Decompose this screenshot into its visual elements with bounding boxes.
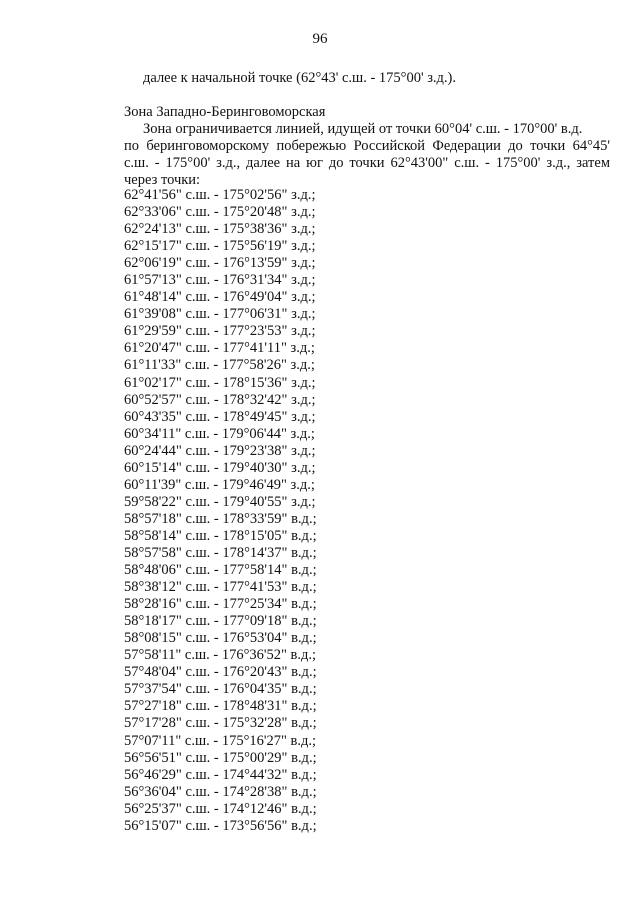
description-line: Зона ограничивается линией, идущей от точки 60°04' с.ш. - 170°00' в.д.	[143, 121, 583, 137]
coordinate-item: 62°33'06" с.ш. - 175°20'48" з.д.;	[124, 204, 316, 221]
coordinate-item: 62°24'13" с.ш. - 175°38'36" з.д.;	[124, 221, 316, 238]
coordinate-item: 56°25'37" с.ш. - 174°12'46" в.д.;	[124, 800, 317, 817]
coordinate-item: 57°27'18" с.ш. - 178°48'31" в.д.;	[124, 698, 317, 715]
coordinate-item: 58°28'16" с.ш. - 177°25'34" в.д.;	[124, 596, 317, 613]
coordinate-item: 60°11'39" с.ш. - 179°46'49" з.д.;	[124, 476, 315, 493]
coordinate-item: 58°57'18" с.ш. - 178°33'59" в.д.;	[124, 510, 317, 527]
coordinate-item: 58°58'14" с.ш. - 178°15'05" в.д.;	[124, 527, 317, 544]
coordinate-item: 58°48'06" с.ш. - 177°58'14" в.д.;	[124, 562, 317, 579]
coordinate-item: 57°17'28" с.ш. - 175°32'28" в.д.;	[124, 715, 317, 732]
coordinate-item: 57°48'04" с.ш. - 176°20'43" в.д.;	[124, 664, 317, 681]
coordinate-item: 61°11'33" с.ш. - 177°58'26" з.д.;	[124, 357, 315, 374]
coordinate-item: 60°43'35" с.ш. - 178°49'45" з.д.;	[124, 408, 316, 425]
coordinate-item: 58°57'58" с.ш. - 178°14'37" в.д.;	[124, 544, 317, 561]
coordinate-item: 61°02'17" с.ш. - 178°15'36" з.д.;	[124, 374, 316, 391]
coordinate-item: 62°15'17" с.ш. - 175°56'19" з.д.;	[124, 238, 316, 255]
page-number: 96	[312, 31, 328, 47]
coordinate-item: 60°24'44" с.ш. - 179°23'38" з.д.;	[124, 442, 316, 459]
description-line: по беринговоморскому побережью Российской Федерации до точки 64°45'	[124, 138, 610, 154]
coordinate-item: 58°18'17" с.ш. - 177°09'18" в.д.;	[124, 613, 317, 630]
coordinate-item: 57°37'54" с.ш. - 176°04'35" в.д.;	[124, 681, 317, 698]
previous-paragraph-end: далее к начальной точке (62°43' с.ш. - 175°00' з.д.).	[143, 70, 457, 86]
coordinate-item: 56°15'07" с.ш. - 173°56'56" в.д.;	[124, 817, 317, 834]
coordinate-item: 56°46'29" с.ш. - 174°44'32" в.д.;	[124, 766, 317, 783]
description-line: с.ш. - 175°00' з.д., далее на юг до точки 62°43'00" с.ш. - 175°00' з.д., затем	[124, 155, 610, 171]
coordinate-item: 61°57'13" с.ш. - 176°31'34" з.д.;	[124, 272, 316, 289]
coordinate-list	[124, 187, 317, 835]
coordinate-item: 62°06'19" с.ш. - 176°13'59" з.д.;	[124, 255, 316, 272]
coordinate-item: 56°36'04" с.ш. - 174°28'38" в.д.;	[124, 783, 317, 800]
coordinate-item: 61°39'08" с.ш. - 177°06'31" з.д.;	[124, 306, 316, 323]
coordinate-item: 57°58'11" с.ш. - 176°36'52" в.д.;	[124, 647, 317, 664]
coordinate-item: 61°20'47" с.ш. - 177°41'11" з.д.;	[124, 340, 315, 357]
coordinate-item: 60°34'11" с.ш. - 179°06'44" з.д.;	[124, 425, 315, 442]
coordinate-item: 58°38'12" с.ш. - 177°41'53" в.д.;	[124, 579, 317, 596]
coordinate-item: 60°52'57" с.ш. - 178°32'42" з.д.;	[124, 391, 316, 408]
coordinate-item: 59°58'22" с.ш. - 179°40'55" з.д.;	[124, 493, 316, 510]
coordinate-item: 62°41'56" с.ш. - 175°02'56" з.д.;	[124, 187, 316, 203]
coordinate-item: 61°29'59" с.ш. - 177°23'53" з.д.;	[124, 323, 316, 340]
coordinate-item: 61°48'14" с.ш. - 176°49'04" з.д.;	[124, 289, 316, 306]
coordinate-item: 57°07'11" с.ш. - 175°16'27" в.д.;	[124, 732, 317, 749]
coordinate-item: 58°08'15" с.ш. - 176°53'04" в.д.;	[124, 630, 317, 647]
description-line: через точки:	[124, 172, 201, 188]
zone-title: Зона Западно-Беринговоморская	[124, 104, 326, 120]
coordinate-item: 56°56'51" с.ш. - 175°00'29" в.д.;	[124, 749, 317, 766]
coordinate-item: 60°15'14" с.ш. - 179°40'30" з.д.;	[124, 459, 316, 476]
